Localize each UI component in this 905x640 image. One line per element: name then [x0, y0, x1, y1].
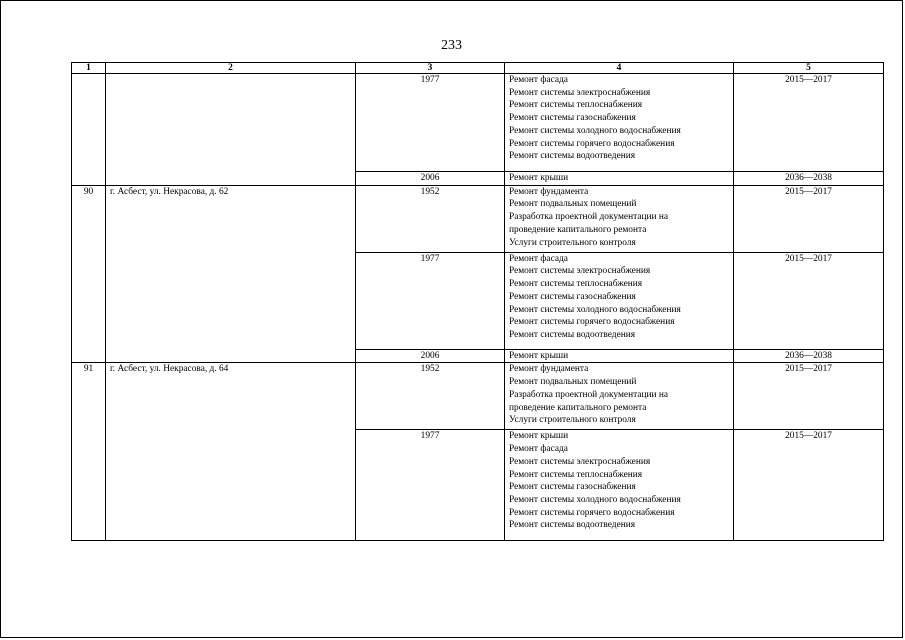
row-number-cell: 90 — [72, 185, 106, 363]
year-cell: 1952 — [356, 185, 505, 252]
address-cell: г. Асбест, ул. Некрасова, д. 64 — [106, 363, 356, 541]
work-item: Ремонт крыши — [509, 350, 569, 361]
work-item: Ремонт системы теплоснабжения — [509, 100, 643, 111]
work-item: Разработка проектной документации на — [509, 212, 669, 223]
row-number-cell: 91 — [72, 363, 106, 541]
column-header-5: 5 — [734, 63, 884, 74]
work-item: Ремонт системы электроснабжения — [509, 87, 651, 98]
work-item: Ремонт системы газоснабжения — [509, 291, 636, 302]
address-cell: г. Асбест, ул. Некрасова, д. 62 — [106, 185, 356, 363]
work-item: Разработка проектной документации на — [509, 389, 669, 400]
work-item: Ремонт системы горячего водоснабжения — [509, 507, 675, 518]
work-item: Ремонт системы холодного водоснабжения — [509, 304, 681, 315]
works-cell — [505, 430, 734, 541]
period-cell: 2015—2017 — [734, 252, 884, 349]
work-item: Услуги строительного контроля — [509, 237, 636, 248]
year-cell: 1952 — [356, 363, 505, 430]
column-header-2: 2 — [106, 63, 356, 74]
work-item: Ремонт фасада — [509, 75, 568, 85]
work-item: Ремонт системы электроснабжения — [509, 266, 651, 277]
header-row — [72, 63, 884, 74]
year-cell: 1977 — [356, 74, 505, 172]
period-cell: 2015—2017 — [734, 74, 884, 172]
work-item: Ремонт фасада — [509, 444, 568, 455]
year-cell: 2006 — [356, 349, 505, 363]
work-item: проведение капитального ремонта — [509, 224, 647, 235]
work-item: Ремонт фасада — [509, 253, 568, 264]
table-row — [72, 185, 884, 252]
repair-schedule-table — [71, 62, 884, 541]
works-cell — [505, 172, 734, 186]
work-item: Ремонт системы холодного водоснабжения — [509, 494, 681, 505]
works-cell — [505, 349, 734, 363]
work-item: Ремонт системы газоснабжения — [509, 482, 636, 493]
period-cell: 2036—2038 — [734, 172, 884, 186]
column-header-3: 3 — [356, 63, 505, 74]
work-item: Услуги строительного контроля — [509, 415, 636, 426]
work-item: проведение капитального ремонта — [509, 402, 647, 413]
table-row — [72, 74, 884, 172]
row-number-cell — [72, 74, 106, 186]
work-item: Ремонт системы газоснабжения — [509, 113, 636, 124]
work-item: Ремонт системы водоотведения — [509, 520, 636, 531]
work-item: Ремонт системы теплоснабжения — [509, 469, 643, 480]
work-item: Ремонт системы горячего водоснабжения — [509, 317, 675, 328]
works-cell — [505, 185, 734, 252]
period-cell: 2036—2038 — [734, 349, 884, 363]
year-cell: 1977 — [356, 252, 505, 349]
works-cell — [505, 74, 734, 172]
work-item: Ремонт системы электроснабжения — [509, 456, 651, 467]
period-cell: 2015—2017 — [734, 185, 884, 252]
work-item: Ремонт подвальных помещений — [509, 377, 637, 388]
work-item: Ремонт системы теплоснабжения — [509, 279, 643, 290]
work-item: Ремонт фундамента — [509, 364, 589, 375]
column-header-4: 4 — [505, 63, 734, 74]
period-cell: 2015—2017 — [734, 430, 884, 541]
work-item: Ремонт системы холодного водоснабжения — [509, 125, 681, 136]
work-item: Ремонт крыши — [509, 173, 569, 183]
year-cell: 1977 — [356, 430, 505, 541]
period-cell: 2015—2017 — [734, 363, 884, 430]
work-item: Ремонт фундамента — [509, 186, 589, 197]
table-row — [72, 363, 884, 430]
work-item: Ремонт системы горячего водоснабжения — [509, 138, 675, 149]
work-item: Ремонт системы водоотведения — [509, 151, 636, 162]
column-header-1: 1 — [72, 63, 106, 74]
works-cell — [505, 363, 734, 430]
work-item: Ремонт подвальных помещений — [509, 199, 637, 210]
address-cell — [106, 74, 356, 186]
page-number: 233 — [441, 38, 462, 53]
works-cell — [505, 252, 734, 349]
work-item: Ремонт системы водоотведения — [509, 329, 636, 340]
work-item: Ремонт крыши — [509, 431, 569, 442]
year-cell: 2006 — [356, 172, 505, 186]
